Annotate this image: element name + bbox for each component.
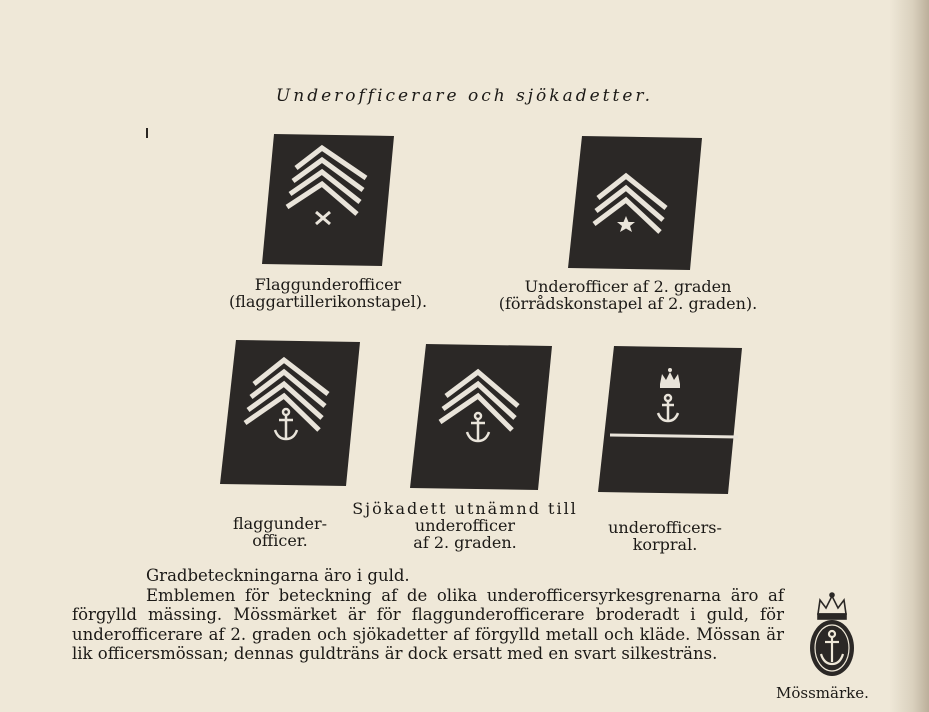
caption-patch-3: flaggunder- officer. xyxy=(232,514,328,550)
patch-flaggunderofficer xyxy=(262,134,396,268)
crown-icon xyxy=(818,593,846,619)
print-mark xyxy=(146,128,148,138)
patch-underofficerskorpral xyxy=(598,346,744,494)
emblem-caption: Mössmärke. xyxy=(776,684,869,702)
caption-patch-5: underofficers- korpral. xyxy=(608,518,722,554)
caption-patch-1: Flaggunderofficer (flaggartillerikonstapel). xyxy=(228,275,428,311)
stripe xyxy=(610,435,738,437)
patch-sjokadett xyxy=(410,344,554,490)
patch-flaggunderofficer-anchor xyxy=(220,340,362,486)
body-line-1: Gradbeteckningarna äro i guld. xyxy=(146,566,410,585)
caption-patch-4: Sjökadett utnämnd till underofficer af 2. graden. xyxy=(352,499,578,552)
patch-underofficer-2-graden xyxy=(568,136,704,270)
caption-patch-2: Underofficer af 2. graden (förrådskonstapel af 2. graden). xyxy=(498,277,758,313)
body-paragraph: Emblemen för beteckning af de olika underofficersyrkesgrenarna äro af förgylld mässing. Mössmärket är för flaggunderofficerare broderadt i guld, för underofficerare af 2. graden och sjökadetter af förgylld metall och kläde. Mössan är lik officersmössan; dennas guldträns är dock ersatt med en svart silkesträns. xyxy=(72,585,784,663)
body-text xyxy=(72,566,784,664)
page-title: Underofficerare och sjökadetter. xyxy=(275,86,654,106)
page-edge-shadow xyxy=(889,0,929,712)
cap-badge-emblem xyxy=(806,592,858,684)
